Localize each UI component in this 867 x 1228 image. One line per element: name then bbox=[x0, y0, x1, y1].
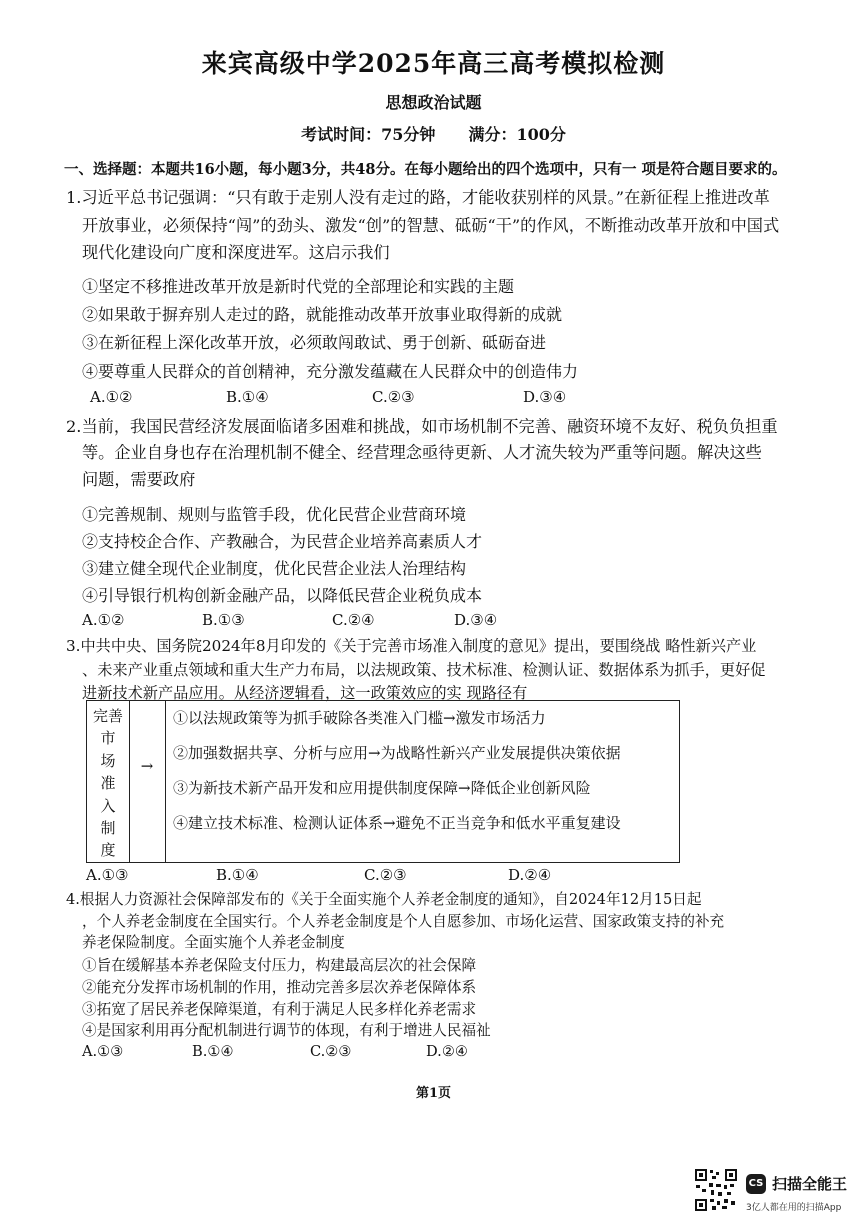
question-1-statement: ③在新征程上深化改革开放，必须敢闯敢试、勇于创新、砥砺奋进 bbox=[82, 333, 547, 352]
question-1-line: 1.习近平总书记强调：“只有敢于走别人没有走过的路，才能收获别样的风景。”在新征程上推进改革 bbox=[66, 188, 770, 207]
qr-code-icon bbox=[694, 1168, 738, 1212]
question-4-choices bbox=[0, 1043, 867, 1063]
subject-subtitle: 思想政治试题 bbox=[385, 93, 482, 112]
choice-d[interactable]: D.③④ bbox=[523, 388, 567, 406]
choice-b[interactable]: B.①④ bbox=[216, 866, 259, 884]
choice-d[interactable]: D.②④ bbox=[426, 1043, 468, 1060]
diagram-divider bbox=[165, 701, 166, 862]
choice-a[interactable]: A.①② bbox=[90, 388, 133, 406]
question-4-line: 养老保险制度。全面实施个人养老金制度 bbox=[82, 934, 345, 951]
question-2-statement: ③建立健全现代企业制度，优化民营企业法人治理结构 bbox=[82, 559, 467, 578]
choice-c[interactable]: C.②④ bbox=[332, 611, 375, 629]
choice-d[interactable]: D.③④ bbox=[454, 611, 498, 629]
question-1-choices bbox=[0, 388, 867, 408]
question-3-line: 3.中共中央、国务院2024年8月印发的《关于完善市场准入制度的意见》提出，要围绕战 略性新兴产业 bbox=[66, 637, 757, 655]
question-1-line: 现代化建设向广度和深度进军。这启示我们 bbox=[82, 243, 390, 262]
diagram-item: ②加强数据共享、分析与应用→为战略性新兴产业发展提供决策依据 bbox=[173, 744, 621, 762]
diagram-item: ①以法规政策等为抓手破除各类准入门槛→激发市场活力 bbox=[173, 709, 546, 727]
question-2-line: 2.当前，我国民营经济发展面临诸多困难和挑战，如市场机制不完善、融资环境不友好、税负负担重 bbox=[66, 417, 778, 436]
question-1-statement: ①坚定不移推进改革开放是新时代党的全部理论和实践的主题 bbox=[82, 277, 515, 296]
exam-title: 来宾高级中学2025年高三高考模拟检测 bbox=[201, 49, 666, 78]
question-4-line: ，个人养老金制度在全国实行。个人养老金制度是个人自愿参加、市场化运营、国家政策支持的补充 bbox=[82, 913, 725, 930]
choice-c[interactable]: C.②③ bbox=[372, 388, 415, 406]
cs-logo-icon: CS bbox=[746, 1174, 766, 1194]
choice-b[interactable]: B.①③ bbox=[202, 611, 245, 629]
question-2-line: 等。企业自身也存在治理机制不健全、经营理念亟待更新、人才流失较为严重等问题。解决这些 bbox=[82, 443, 762, 462]
choice-a[interactable]: A.①③ bbox=[82, 1043, 124, 1060]
choice-a[interactable]: A.①③ bbox=[86, 866, 129, 884]
choice-b[interactable]: B.①④ bbox=[192, 1043, 234, 1060]
question-4-statement: ①旨在缓解基本养老保险支付压力，构建最高层次的社会保障 bbox=[82, 957, 477, 974]
app-tagline: 3亿人都在用的扫描App bbox=[746, 1203, 842, 1213]
full-score: 满分：100分 bbox=[468, 125, 566, 144]
right-arrow-icon: → bbox=[140, 757, 154, 775]
exam-time: 考试时间：75分钟 bbox=[301, 125, 436, 144]
choice-c[interactable]: C.②③ bbox=[364, 866, 407, 884]
question-4-statement: ②能充分发挥市场机制的作用，推动完善多层次养老保障体系 bbox=[82, 979, 477, 996]
question-3-choices bbox=[0, 866, 867, 886]
exam-info bbox=[0, 122, 867, 145]
app-name: 扫描全能王 bbox=[772, 1175, 848, 1193]
question-2-choices bbox=[0, 611, 867, 631]
question-2-statement: ④引导银行机构创新金融产品，以降低民营企业税负成本 bbox=[82, 586, 483, 605]
diagram-label: 完善 市 场 准 入 制 度 bbox=[92, 707, 123, 860]
diagram-divider bbox=[129, 701, 130, 862]
question-3-line: 、未来产业重点领域和重大生产力布局，以法规政策、技术标准、检测认证、数据体系为抓手，更好促 bbox=[82, 661, 766, 679]
question-4-line: 4.根据人力资源社会保障部发布的《关于全面实施个人养老金制度的通知》，自2024年12月15日起 bbox=[66, 891, 702, 908]
question-1-statement: ④要尊重人民群众的首创精神，充分激发蕴藏在人民群众中的创造伟力 bbox=[82, 362, 579, 381]
choice-b[interactable]: B.①④ bbox=[226, 388, 269, 406]
page-number: 第1页 bbox=[415, 1086, 452, 1101]
choice-a[interactable]: A.①② bbox=[82, 611, 125, 629]
diagram-item: ④建立技术标准、检测认证体系→避免不正当竞争和低水平重复建设 bbox=[173, 814, 621, 832]
question-1-statement: ②如果敢于摒弃别人走过的路，就能推动改革开放事业取得新的成就 bbox=[82, 305, 563, 324]
question-2-line: 问题，需要政府 bbox=[82, 470, 196, 489]
choice-c[interactable]: C.②③ bbox=[310, 1043, 352, 1060]
diagram-item: ③为新技术新产品开发和应用提供制度保障→降低企业创新风险 bbox=[173, 779, 591, 797]
section-heading: 一、选择题：本题共16小题，每小题3分，共48分。在每小题给出的四个选项中，只有一 项是符合题目要求的。 bbox=[64, 161, 787, 178]
choice-d[interactable]: D.②④ bbox=[508, 866, 552, 884]
question-1-line: 开放事业，必须保持“闯”的劲头、激发“创”的智慧、砥砺“干”的作风，不断推动改革开放和中国式 bbox=[82, 216, 780, 235]
question-4-statement: ③拓宽了居民养老保障渠道，有利于满足人民多样化养老需求 bbox=[82, 1001, 477, 1018]
question-4-statement: ④是国家利用再分配机制进行调节的体现，有利于增进人民福祉 bbox=[82, 1022, 491, 1039]
question-3-line: 进新技术新产品应用。从经济逻辑看，这一政策效应的实 现路径有 bbox=[82, 684, 528, 702]
question-2-statement: ②支持校企合作、产教融合，为民营企业培养高素质人才 bbox=[82, 532, 483, 551]
question-2-statement: ①完善规制、规则与监管手段，优化民营企业营商环境 bbox=[82, 505, 467, 524]
policy-path-diagram bbox=[86, 700, 680, 863]
